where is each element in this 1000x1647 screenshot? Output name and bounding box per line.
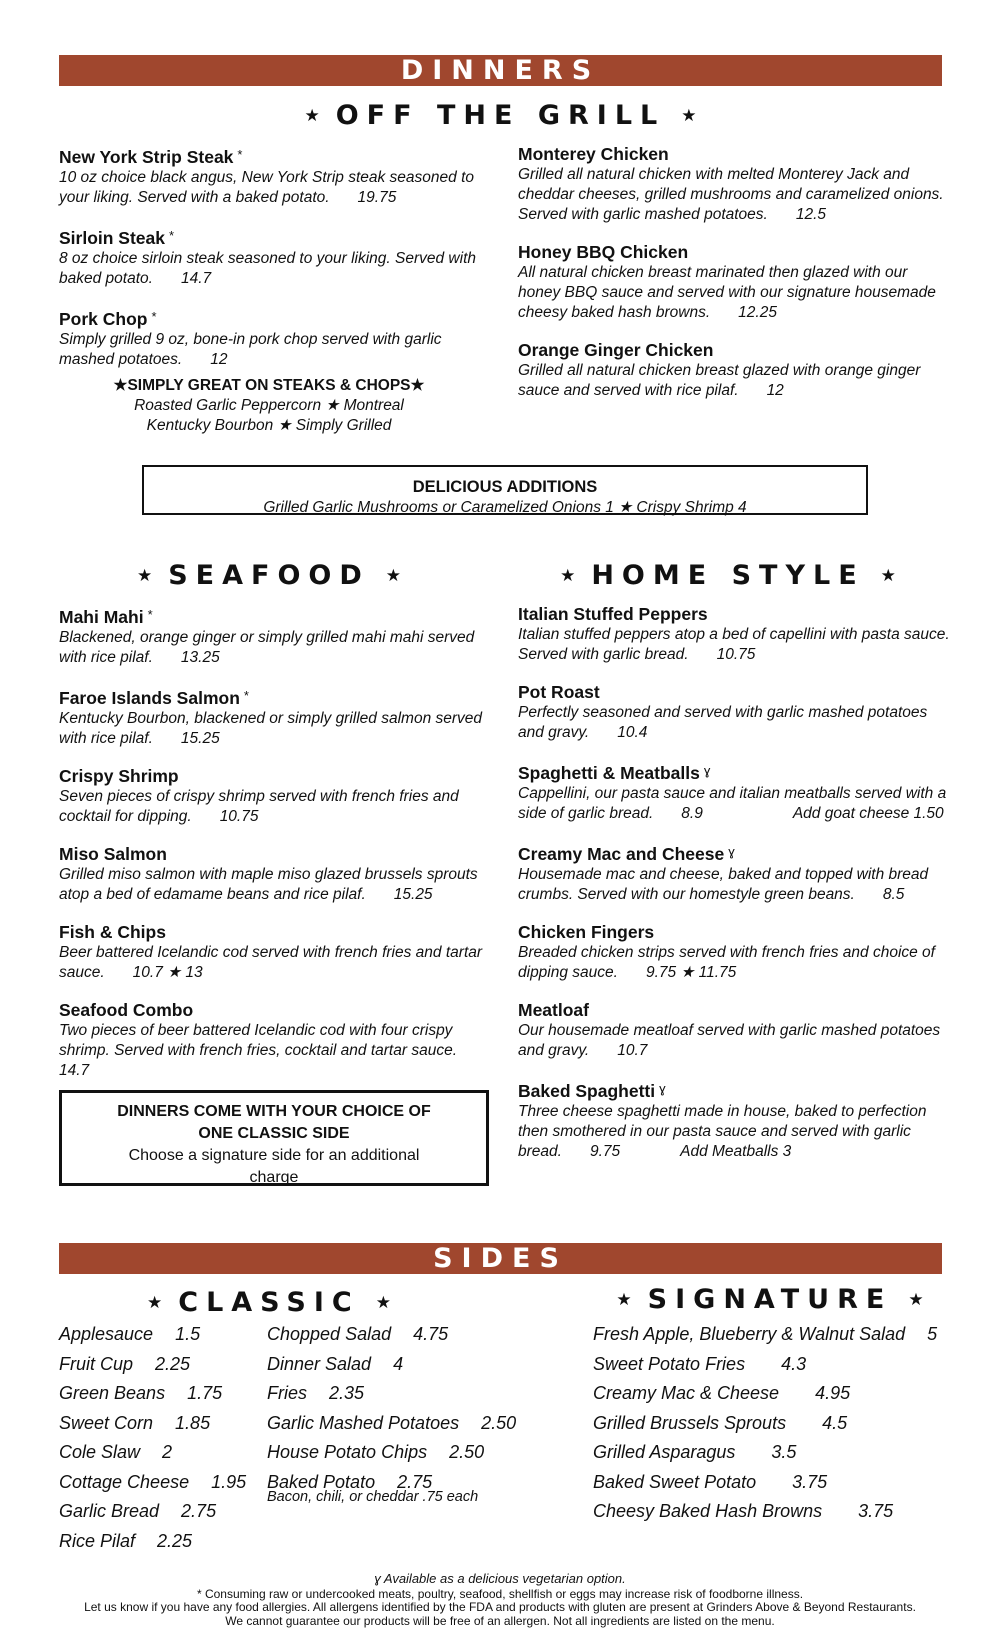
item-name: Honey BBQ Chicken <box>518 242 689 262</box>
item-price: 10.7 ★ 13 <box>132 964 203 981</box>
menu-item <box>59 844 489 905</box>
menu-item <box>518 1000 950 1061</box>
side-item <box>59 1497 246 1527</box>
item-description: Beer battered Icelandic cod served with french fries and tartar sauce. <box>59 944 483 981</box>
side-name: Garlic Bread <box>59 1501 160 1521</box>
item-description: Breaded chicken strips served with french fries and choice of dipping sauce. <box>518 944 935 981</box>
item-name: Spaghetti & Meatballs <box>518 763 700 783</box>
delicious-additions-box <box>142 465 868 515</box>
side-item <box>593 1320 937 1350</box>
additions-line: Grilled Garlic Mushrooms or Caramelized Onions 1 ★ Crispy Shrimp 4 <box>263 499 747 516</box>
item-addon: Add goat cheese 1.50 <box>792 805 944 822</box>
menu-item <box>59 144 479 208</box>
menu-item <box>518 1078 950 1162</box>
sides-banner: SIDES <box>59 1243 942 1274</box>
side-price: 4 <box>393 1353 404 1374</box>
side-item <box>59 1320 246 1350</box>
side-name: Cheesy Baked Hash Browns <box>593 1501 823 1521</box>
baked-potato-toppings: Bacon, chili, or cheddar .75 each <box>267 1489 479 1505</box>
side-price: 4.95 <box>815 1383 851 1403</box>
side-item <box>267 1350 516 1380</box>
side-item <box>59 1379 246 1409</box>
side-name: Green Beans <box>59 1383 166 1403</box>
item-name: New York Strip Steak <box>59 147 234 167</box>
star-icon: ★ <box>304 106 320 126</box>
dinners-banner: DINNERS <box>59 55 942 86</box>
side-price: 4.5 <box>822 1412 848 1433</box>
star-icon: ★ <box>136 566 153 586</box>
item-description: Seven pieces of crispy shrimp served with french fries and cocktail for dipping. <box>59 788 459 825</box>
item-name: Meatloaf <box>518 1000 589 1020</box>
classic-sides-column-1 <box>59 1320 246 1556</box>
side-item <box>593 1379 937 1409</box>
vegetarian-legend: ɣ Available as a delicious vegetarian option. <box>374 1571 626 1586</box>
item-description: Cappellini, our pasta sauce and italian meatballs served with a side of garlic bread. <box>518 785 947 822</box>
item-description: Perfectly seasoned and served with garlic mashed potatoes and gravy. <box>518 704 928 741</box>
item-price: 15.25 <box>393 886 433 903</box>
item-price: 12 <box>210 351 228 368</box>
menu-item <box>59 766 489 827</box>
side-name: Baked Sweet Potato <box>593 1471 757 1492</box>
item-price: 10.4 <box>617 724 648 741</box>
side-name: Rice Pilaf <box>59 1530 136 1551</box>
side-price: 2.75 <box>397 1471 433 1492</box>
item-name: Orange Ginger Chicken <box>518 340 714 360</box>
seasoning-line: Kentucky Bourbon ★ Simply Grilled <box>146 417 392 434</box>
side-name: Chopped Salad <box>267 1324 392 1344</box>
additions-title: DELICIOUS ADDITIONS <box>412 478 598 496</box>
item-name: Faroe Islands Salmon <box>59 688 240 708</box>
side-item <box>593 1350 937 1380</box>
classic-heading: ★ CLASSIC ★ <box>147 1287 391 1318</box>
star-icon: ★ <box>560 566 576 586</box>
menu-item <box>518 922 950 983</box>
item-name: Pot Roast <box>518 682 600 702</box>
vegetarian-icon: ɣ <box>703 763 711 778</box>
menu-item <box>518 242 948 323</box>
item-description: Kentucky Bourbon, blackened or simply grilled salmon served with rice pilaf. <box>59 710 483 747</box>
side-price: 1.75 <box>187 1383 223 1403</box>
side-name: Cottage Cheese <box>59 1471 190 1492</box>
side-item <box>59 1350 246 1380</box>
menu-item <box>59 225 479 289</box>
item-description: Blackened, orange ginger or simply grilled mahi mahi served with rice pilaf. <box>59 629 475 666</box>
item-name: Seafood Combo <box>59 1000 194 1020</box>
item-price: 8.5 <box>882 886 905 903</box>
side-price: 3.75 <box>858 1501 894 1521</box>
item-description: Our housemade meatloaf served with garlic mashed potatoes and gravy. <box>518 1022 941 1059</box>
allergy-notice: Let us know if you have any food allergies. All allergens identified by the FDA and products with gluten are present at Grinders Above & Beyond Restaurants. <box>84 1600 916 1614</box>
item-price: 13.25 <box>180 649 220 666</box>
side-item <box>59 1438 246 1468</box>
side-item <box>593 1468 937 1498</box>
item-addon: Add Meatballs 3 <box>680 1143 792 1160</box>
item-name: Mahi Mahi <box>59 607 144 627</box>
item-name: Monterey Chicken <box>518 144 669 164</box>
item-name: Chicken Fingers <box>518 922 655 942</box>
item-name: Pork Chop <box>59 309 148 329</box>
star-icon: ★ <box>616 1290 632 1310</box>
menu-item <box>59 604 489 668</box>
side-price: 2.50 <box>481 1412 517 1433</box>
side-name: Garlic Mashed Potatoes <box>267 1412 460 1433</box>
item-description: 10 oz choice black angus, New York Strip steak seasoned to your liking. Served with a baked potato. <box>59 169 475 206</box>
raw-warning-mark: * <box>147 607 153 622</box>
raw-warning-mark: * <box>237 147 243 162</box>
side-item <box>267 1379 516 1409</box>
home-style-heading: ★ HOME STYLE ★ <box>560 560 896 591</box>
side-box-title: DINNERS COME WITH YOUR CHOICE OF ONE CLASSIC SIDE <box>117 1103 431 1142</box>
side-item <box>267 1409 516 1439</box>
side-name: Fruit Cup <box>59 1353 134 1374</box>
side-item <box>59 1409 246 1439</box>
menu-item <box>518 604 950 665</box>
raw-food-warning: * Consuming raw or undercooked meats, poultry, seafood, shellfish or eggs may increase risk of foodborne illness. <box>196 1586 804 1601</box>
side-item <box>593 1409 937 1439</box>
side-box-line: Choose a signature side for an additional charge <box>128 1147 420 1186</box>
side-price: 4.3 <box>781 1353 807 1374</box>
side-name: Creamy Mac & Cheese <box>593 1383 780 1403</box>
star-icon: ★ <box>681 106 697 126</box>
grill-right-column <box>518 144 948 418</box>
item-price: 10.75 <box>716 646 756 663</box>
item-name: Creamy Mac and Cheese <box>518 844 725 864</box>
home-style-column <box>518 604 950 1179</box>
item-name: Miso Salmon <box>59 844 167 864</box>
menu-item <box>518 340 948 401</box>
side-name: Sweet Potato Fries <box>593 1353 746 1374</box>
side-price: 4.75 <box>413 1324 449 1344</box>
star-icon: ★ <box>113 377 128 394</box>
item-price: 14.7 <box>59 1062 90 1079</box>
item-description: All natural chicken breast marinated then glazed with our honey BBQ sauce and served with our signature housemade cheesy baked hash browns. <box>518 264 936 321</box>
side-price: 5 <box>927 1324 938 1344</box>
item-description: Italian stuffed peppers atop a bed of capellini with pasta sauce. Served with garlic bread. <box>518 626 950 663</box>
signature-sides-column <box>593 1320 937 1527</box>
menu-item <box>59 685 489 749</box>
side-name: Grilled Asparagus <box>593 1442 736 1462</box>
side-name: Baked Potato <box>267 1471 376 1492</box>
menu-item <box>518 760 950 824</box>
side-price: 2.35 <box>329 1383 365 1403</box>
raw-warning-mark: * <box>243 688 249 703</box>
item-name: Baked Spaghetti <box>518 1081 656 1101</box>
item-description: Grilled all natural chicken with melted Monterey Jack and cheddar cheeses, grilled mushrooms and caramelized onions. Served with garlic mashed potatoes. <box>518 166 944 223</box>
menu-item <box>518 841 950 905</box>
side-name: Fresh Apple, Blueberry & Walnut Salad <box>593 1324 906 1344</box>
item-price: 12.5 <box>795 206 827 223</box>
item-description: Grilled miso salmon with maple miso glazed brussels sprouts atop a bed of edamame beans and rice pilaf. <box>59 866 478 903</box>
item-price: 10.75 <box>219 808 259 825</box>
side-item <box>59 1468 246 1498</box>
side-price: 1.85 <box>175 1412 211 1433</box>
item-price: 19.75 <box>357 189 397 206</box>
side-name: Grilled Brussels Sprouts <box>593 1412 787 1433</box>
item-name: Italian Stuffed Peppers <box>518 604 708 624</box>
footer-notes <box>0 1572 1000 1628</box>
vegetarian-icon: ɣ <box>728 844 735 859</box>
item-price: 9.75 ★ 11.75 <box>645 964 737 981</box>
item-description: Three cheese spaghetti made in house, baked to perfection then smothered in our pasta sauce and served with garlic bread. <box>518 1103 927 1160</box>
item-price: 12 <box>766 382 784 399</box>
side-name: House Potato Chips <box>267 1442 428 1462</box>
star-icon: ★ <box>385 566 402 586</box>
signature-heading: ★ SIGNATURE ★ <box>616 1284 924 1315</box>
item-name: Sirloin Steak <box>59 228 166 248</box>
side-price: 2.25 <box>155 1353 191 1374</box>
side-item <box>267 1320 516 1350</box>
side-price: 3.5 <box>771 1442 797 1462</box>
seasoning-line: Roasted Garlic Peppercorn ★ Montreal <box>134 397 404 414</box>
raw-warning-mark: * <box>169 228 175 243</box>
star-icon: ★ <box>147 1293 163 1313</box>
off-the-grill-heading: ★ OFF THE GRILL ★ <box>304 100 697 131</box>
allergen-disclaimer: We cannot guarantee our products will be free of an allergen. Not all ingredients are listed on the menu. <box>225 1613 775 1628</box>
side-item <box>593 1438 937 1468</box>
seafood-column <box>59 604 489 1098</box>
side-price: 3.75 <box>792 1471 828 1492</box>
item-description: Simply grilled 9 oz, bone-in pork chop served with garlic mashed potatoes. <box>59 331 442 368</box>
star-icon: ★ <box>880 566 896 586</box>
side-price: 2.75 <box>181 1501 217 1521</box>
item-price: 15.25 <box>180 730 220 747</box>
side-price: 1.95 <box>211 1471 247 1492</box>
side-item <box>59 1527 246 1557</box>
side-price: 2 <box>162 1442 173 1462</box>
menu-item <box>518 144 948 225</box>
item-price: 9.75 <box>589 1143 621 1160</box>
side-price: 2.25 <box>157 1530 193 1551</box>
menu-item <box>518 682 950 743</box>
menu-item <box>59 922 489 983</box>
vegetarian-icon: ɣ <box>659 1081 666 1096</box>
item-description: 8 oz choice sirloin steak seasoned to your liking. Served with baked potato. <box>59 250 476 287</box>
item-description: Housemade mac and cheese, baked and topped with bread crumbs. Served with our homestyle green beans. <box>518 866 929 903</box>
classic-sides-column-2 <box>267 1320 516 1505</box>
seafood-heading: ★ SEAFOOD ★ <box>136 560 402 591</box>
item-price: 12.25 <box>738 304 777 321</box>
side-item <box>593 1497 937 1527</box>
item-description: Two pieces of beer battered Icelandic cod with four crispy shrimp. Served with french fries, cocktail and tartar sauce. <box>59 1022 457 1059</box>
item-description: Grilled all natural chicken breast glazed with orange ginger sauce and served with rice pilaf. <box>518 362 921 399</box>
item-name: Fish & Chips <box>59 922 166 942</box>
side-name: Cole Slaw <box>59 1442 141 1462</box>
item-price: 10.7 <box>617 1042 648 1059</box>
grill-left-column <box>59 144 479 436</box>
star-icon: ★ <box>375 1293 391 1313</box>
item-name: Crispy Shrimp <box>59 766 179 786</box>
star-icon: ★ <box>908 1290 924 1310</box>
item-price: 8.9 <box>681 805 703 822</box>
menu-item <box>59 1000 489 1081</box>
side-name: Fries <box>267 1383 307 1403</box>
seasoning-title: SIMPLY GREAT ON STEAKS & CHOPS <box>127 377 411 394</box>
item-price: 14.7 <box>180 270 212 287</box>
side-price: 2.50 <box>449 1442 485 1462</box>
raw-warning-mark: * <box>151 309 157 324</box>
seasoning-options <box>59 376 479 436</box>
side-name: Sweet Corn <box>59 1412 154 1433</box>
menu-item <box>59 306 479 370</box>
dinner-side-box <box>59 1090 489 1186</box>
side-name: Applesauce <box>59 1324 154 1344</box>
side-name: Dinner Salad <box>267 1353 372 1374</box>
side-item <box>267 1438 516 1468</box>
star-icon: ★ <box>410 377 425 394</box>
side-price: 1.5 <box>175 1324 201 1344</box>
